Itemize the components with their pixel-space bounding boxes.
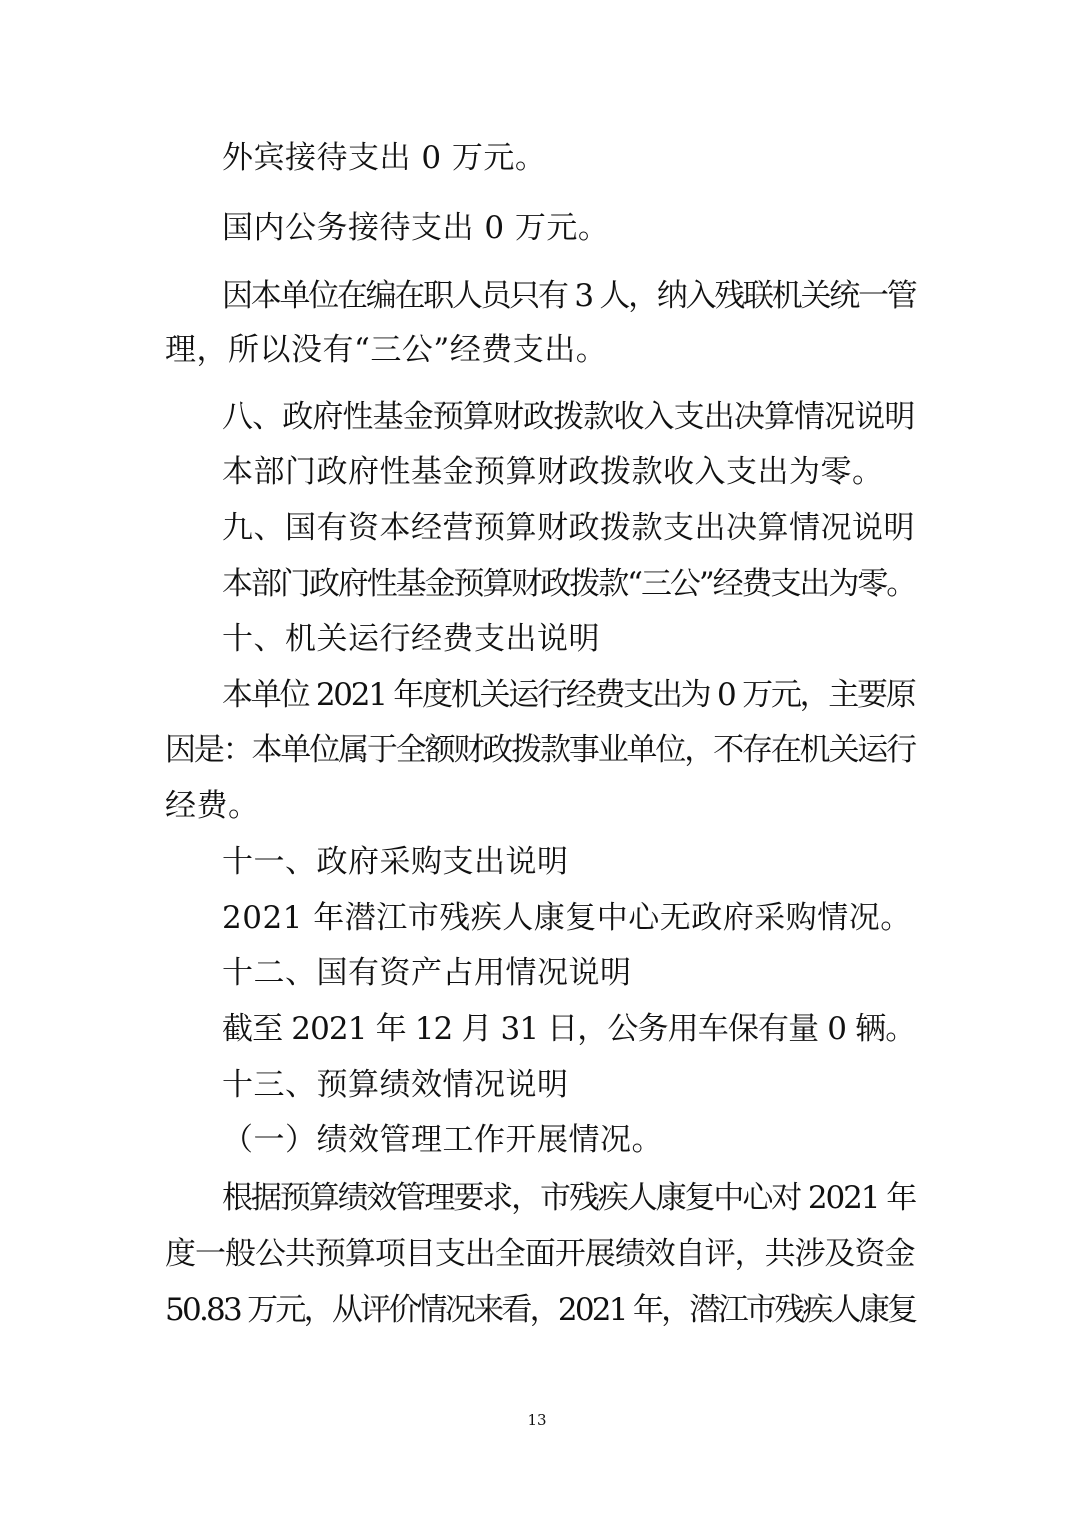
paragraph-line: 本部门政府性基金预算财政拨款“三公”经费支出为零。 [222, 566, 916, 602]
paragraph-line: 本单位 2021 年度机关运行经费支出为 0 万元，主要原 [222, 677, 915, 713]
section-heading: 十一、政府采购支出说明 [222, 844, 569, 880]
paragraph-line: 因是：本单位属于全额财政拨款事业单位，不存在机关运行 [165, 732, 915, 768]
paragraph-line: 本部门政府性基金预算财政拨款收入支出为零。 [222, 454, 884, 490]
section-heading: 十、机关运行经费支出说明 [222, 621, 600, 657]
section-heading: 八、政府性基金预算财政拨款收入支出决算情况说明 [222, 399, 915, 435]
paragraph-line: 经费。 [165, 788, 260, 824]
paragraph-line: 根据预算绩效管理要求，市残疾人康复中心对 2021 年 [222, 1180, 916, 1216]
page-number: 13 [527, 1411, 547, 1429]
section-heading: 十二、国有资产占用情况说明 [222, 955, 632, 991]
paragraph-line: 2021 年潜江市残疾人康复中心无政府采购情况。 [222, 900, 912, 936]
paragraph-line: 截至 2021 年 12 月 31 日，公务用车保有量 0 辆。 [222, 1011, 916, 1047]
paragraph-line: 50.83 万元，从评价情况来看，2021 年，潜江市残疾人康复 [165, 1292, 916, 1328]
section-heading: 九、国有资本经营预算财政拨款支出决算情况说明 [222, 510, 915, 546]
subsection-heading: （一）绩效管理工作开展情况。 [222, 1122, 663, 1158]
paragraph-line: 国内公务接待支出 0 万元。 [222, 210, 610, 246]
paragraph-line: 理，所以没有“三公”经费支出。 [165, 332, 608, 368]
paragraph-line: 因本单位在编在职人员只有 3 人，纳入残联机关统一管 [222, 278, 916, 314]
paragraph-line: 度一般公共预算项目支出全面开展绩效自评，共涉及资金 [165, 1236, 915, 1272]
section-heading: 十三、预算绩效情况说明 [222, 1067, 569, 1103]
paragraph-line: 外宾接待支出 0 万元。 [222, 140, 547, 176]
